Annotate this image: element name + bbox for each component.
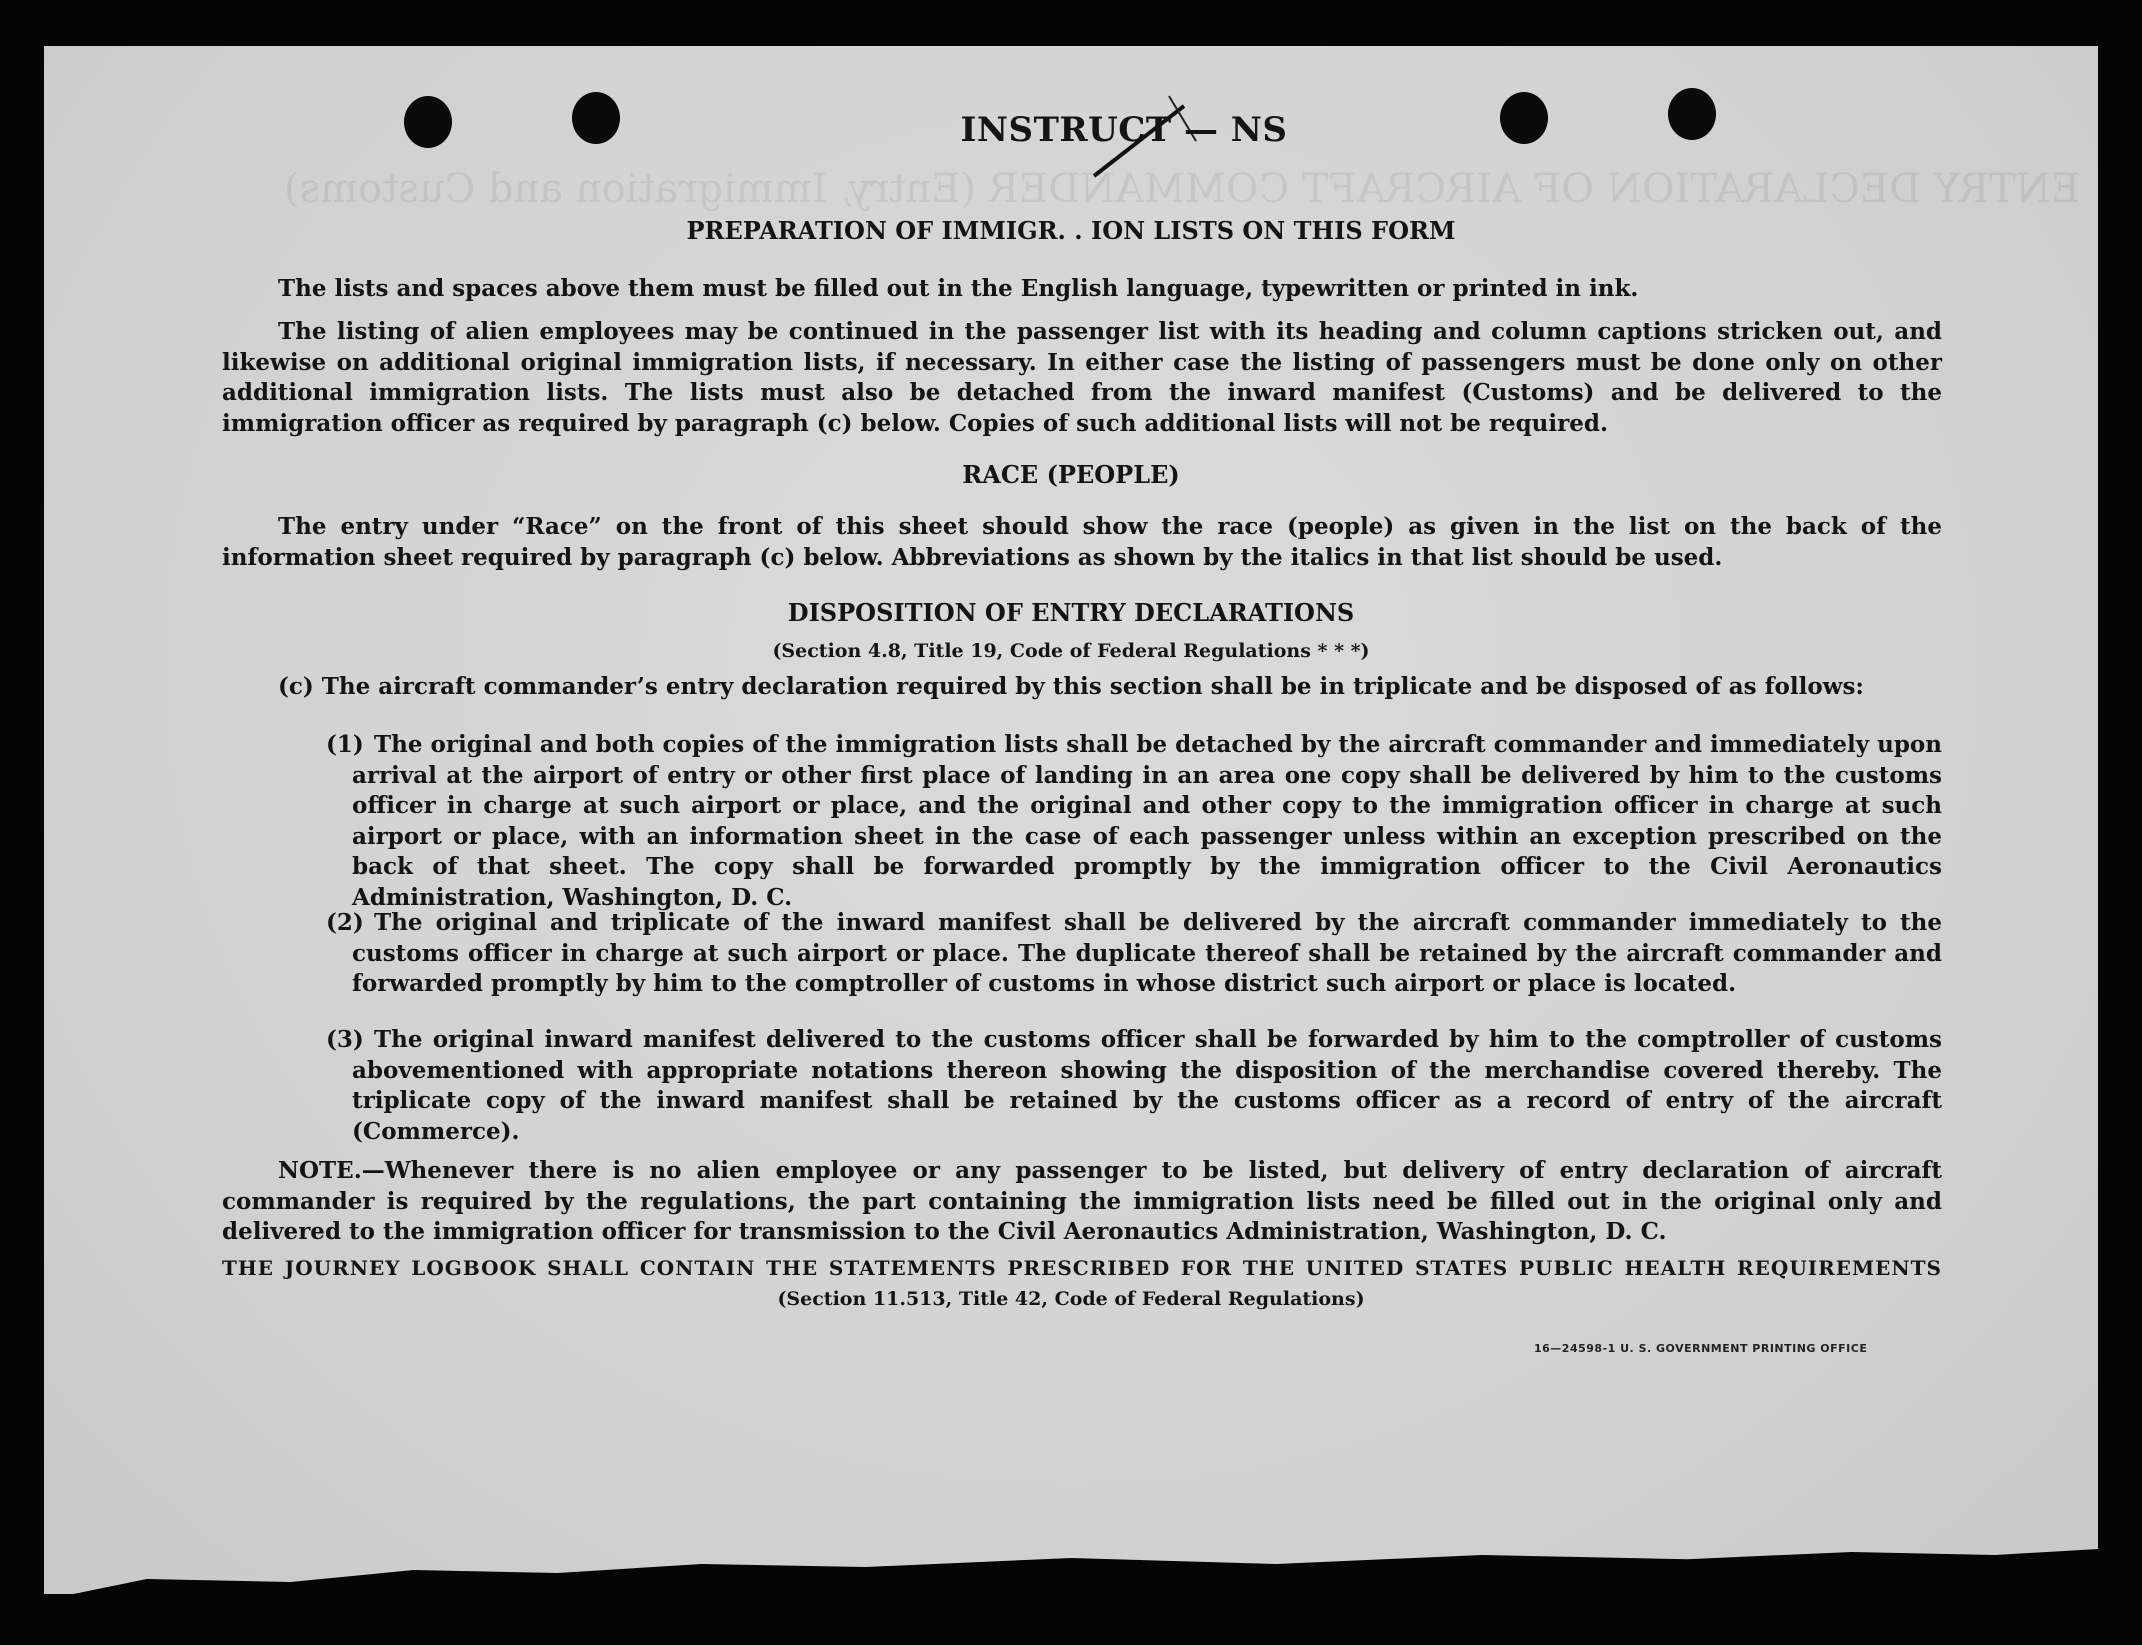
heading-preparation: PREPARATION OF IMMIGR. . ION LISTS ON THIS FORM	[686, 216, 1456, 245]
paragraph-alien-employees: The listing of alien employees may be continued in the passenger list with its heading and column captions stricken out, and likewise on additional original immigration lists, if necessary. In either case the listing of passengers must be done only on other additional immigration lists. The lists must also be detached from the inward manifest (Customs) and be delivered to the immigration officer as required by paragraph (c) below. Copies of such additional lists will not be required.	[222, 318, 1942, 437]
heading-race: RACE (PEOPLE)	[962, 460, 1180, 489]
public-health-requirement: THE JOURNEY LOGBOOK SHALL CONTAIN THE STATEMENTS PRESCRIBED FOR THE UNITED STATES PUBLIC HEALTH REQUIREMENTS	[222, 1256, 1942, 1280]
paragraph-c-intro: (c) The aircraft commander’s entry declaration required by this section shall be in triplicate and be disposed of as follows:	[278, 673, 1864, 700]
citation-section-11-513: (Section 11.513, Title 42, Code of Federal Regulations)	[777, 1288, 1365, 1310]
note-paragraph: NOTE.—Whenever there is no alien employee or any passenger to be listed, but delivery of entry declaration of aircraft commander is required by the regulations, the part containing the immigration lists need be filled out in the original only and delivered to the immigration officer for transmission to the Civil Aeronautics Administration, Washington, D. C.	[222, 1157, 1942, 1245]
paragraph-english-language: The lists and spaces above them must be filled out in the English language, typewritten or printed in ink.	[278, 275, 1639, 302]
list-item-number: (3)	[326, 1026, 364, 1053]
torn-bottom-edge	[44, 1546, 2098, 1594]
list-item-2	[326, 908, 1942, 1000]
show-through-text: ENTRY DECLARATION OF AIRCRAFT COMMANDER (Entry, Immigration and Customs)	[284, 166, 2081, 212]
document-page	[44, 46, 2098, 1594]
list-item-text: The original and both copies of the immigration lists shall be detached by the aircraft commander and immediately upon arrival at the airport of entry or other first place of landing in an area one copy shall be delivered by him to the customs officer in charge at such airport or place, and the original and other copy to the immigration officer in charge at such airport or place, with an information sheet in the case of each passenger unless within an exception prescribed on the back of that sheet. The copy shall be forwarded promptly by the immigration officer to the Civil Aeronautics Administration, Washington, D. C.	[352, 731, 1942, 911]
punch-hole	[404, 96, 452, 148]
page-title: INSTRUCT — NS	[960, 110, 1288, 150]
list-item-1	[326, 730, 1942, 913]
punch-hole	[1500, 92, 1548, 144]
printer-imprint: 16—24598-1 U. S. GOVERNMENT PRINTING OFFICE	[1534, 1342, 1868, 1355]
citation-section-4-8: (Section 4.8, Title 19, Code of Federal Regulations * * *)	[772, 640, 1370, 662]
list-item-number: (1)	[326, 731, 364, 758]
paragraph-race: The entry under “Race” on the front of this sheet should show the race (people) as given in the list on the back of the information sheet required by paragraph (c) below. Abbreviations as shown by the italics in that list should be used.	[222, 513, 1942, 571]
list-item-text: The original and triplicate of the inward manifest shall be delivered by the aircraft commander immediately to the customs officer in charge at such airport or place. The duplicate thereof shall be retained by the aircraft commander and forwarded promptly by him to the comptroller of customs in whose district such airport or place is located.	[352, 909, 1942, 997]
list-item-3	[326, 1025, 1942, 1147]
punch-hole	[572, 92, 620, 144]
punch-hole	[1668, 88, 1716, 140]
heading-disposition: DISPOSITION OF ENTRY DECLARATIONS	[787, 598, 1355, 627]
list-item-text: The original inward manifest delivered to the customs officer shall be forwarded by him to the comptroller of customs abovementioned with appropriate notations thereon showing the disposition of the merchandise covered thereby. The triplicate copy of the inward manifest shall be retained by the customs officer as a record of entry of the aircraft (Commerce).	[352, 1026, 1942, 1145]
list-item-number: (2)	[326, 909, 364, 936]
